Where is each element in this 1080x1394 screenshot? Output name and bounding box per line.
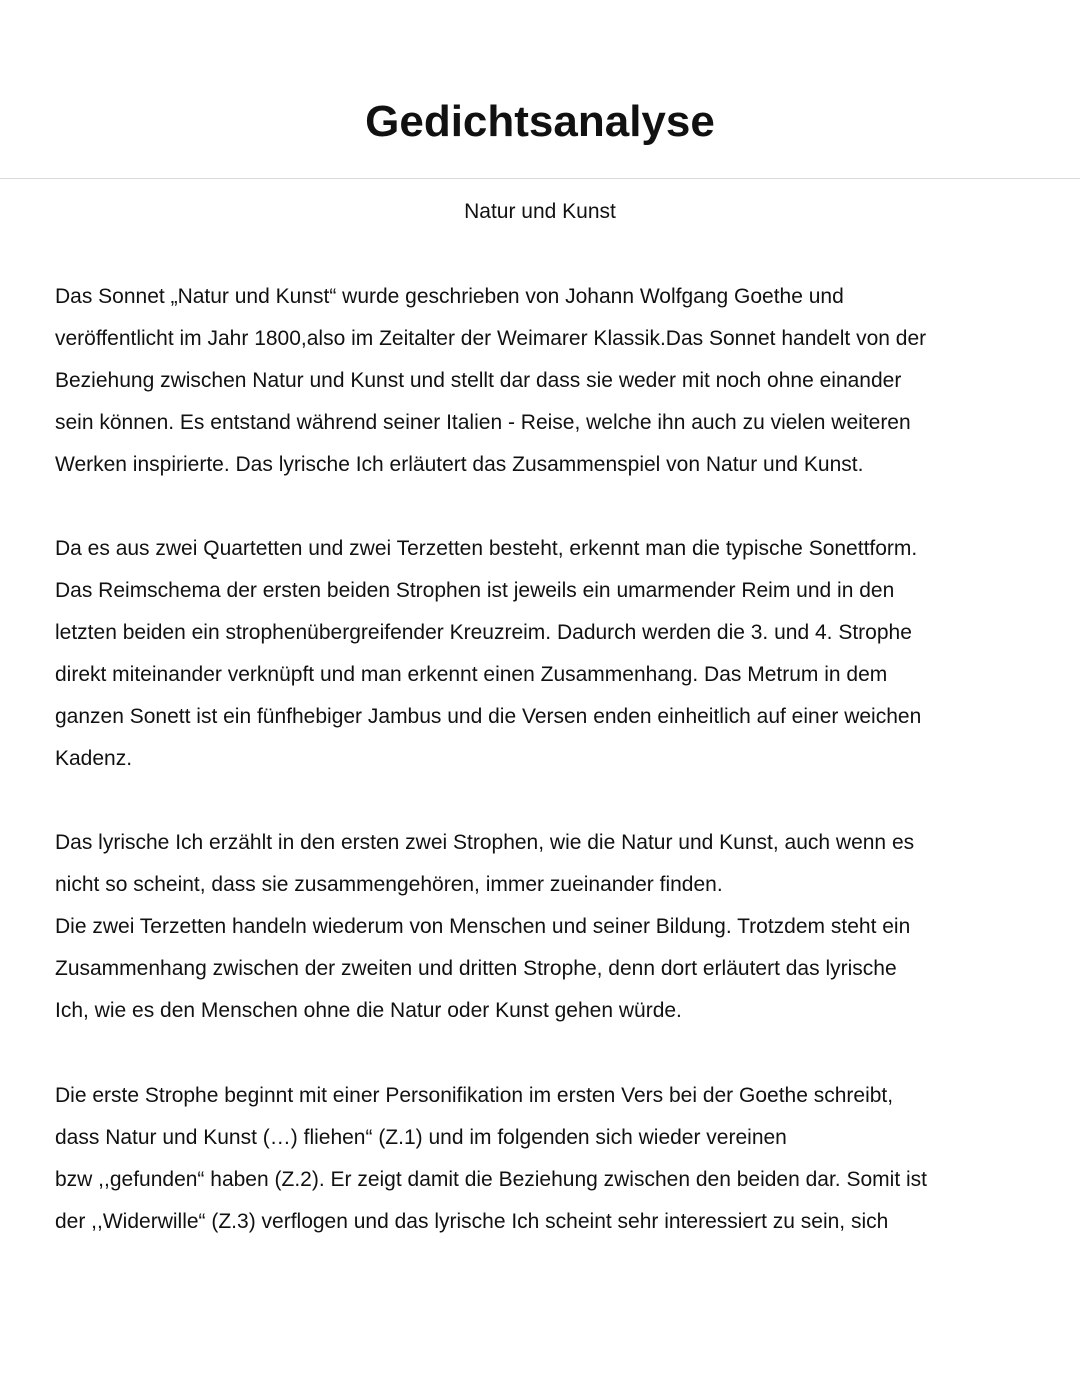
paragraph-line: der ,,Widerwille“ (Z.3) verflogen und das lyrische Ich scheint sehr interessiert zu sein, sich [55,1210,889,1234]
paragraph-line: Beziehung zwischen Natur und Kunst und stellt dar dass sie weder mit noch ohne einander [55,369,902,393]
paragraph-line: Da es aus zwei Quartetten und zwei Terzetten besteht, erkennt man die typische Sonettform. [55,537,918,560]
document-title: Gedichtsanalyse [365,97,715,146]
paragraph-line: nicht so scheint, dass sie zusammengehören, immer zueinander finden. [55,873,723,897]
paragraph-line: Kadenz. [55,747,133,771]
paragraph-line: ganzen Sonett ist ein fünfhebiger Jambus und die Versen enden einheitlich auf einer weichen [55,705,922,729]
paragraph-content [55,822,1035,1032]
paragraph-line: Werken inspirierte. Das lyrische Ich erläutert das Zusammenspiel von Natur und Kunst. [55,453,864,477]
paragraph-line: veröffentlicht im Jahr 1800,also im Zeitalter der Weimarer Klassik.Das Sonnet handelt von der [55,327,927,351]
paragraph-line: Die zwei Terzetten handeln wiederum von Menschen und seiner Bildung. Trotzdem steht ein [55,915,911,939]
paragraph-line: sein können. Es entstand während seiner Italien - Reise, welche ihn auch zu vielen weiteren [55,411,911,435]
paragraph-line: Ich, wie es den Menschen ohne die Natur oder Kunst gehen würde. [55,999,682,1023]
paragraph-form [55,528,1035,781]
paragraph-line: Die erste Strophe beginnt mit einer Personifikation im ersten Vers bei der Goethe schreibt, [55,1084,894,1107]
poem-title: Natur und Kunst [464,200,616,223]
paragraph-line: Das lyrische Ich erzählt in den ersten zwei Strophen, wie die Natur und Kunst, auch wenn es [55,831,915,854]
paragraph-line: Das Reimschema der ersten beiden Strophen ist jeweils ein umarmender Reim und in den [55,579,895,603]
paragraph-introduction [55,276,1035,486]
paragraph-analysis [55,1075,1035,1243]
paragraph-line: letzten beiden ein strophenübergreifender Kreuzreim. Dadurch werden die 3. und 4. Strophe [55,621,912,645]
paragraph-line: Das Sonnet „Natur und Kunst“ wurde geschrieben von Johann Wolfgang Goethe und [55,285,844,308]
page-bottom-margin [0,1277,1080,1394]
paragraph-line: direkt miteinander verknüpft und man erkennt einen Zusammenhang. Das Metrum in dem [55,663,888,687]
paragraph-line: dass Natur und Kunst (…) fliehen“ (Z.1) und im folgenden sich wieder vereinen [55,1126,787,1150]
paragraph-line: bzw ,,gefunden“ haben (Z.2). Er zeigt damit die Beziehung zwischen den beiden dar. Somit ist [55,1168,927,1192]
paragraph-line: Zusammenhang zwischen der zweiten und dritten Strophe, denn dort erläutert das lyrische [55,957,897,981]
